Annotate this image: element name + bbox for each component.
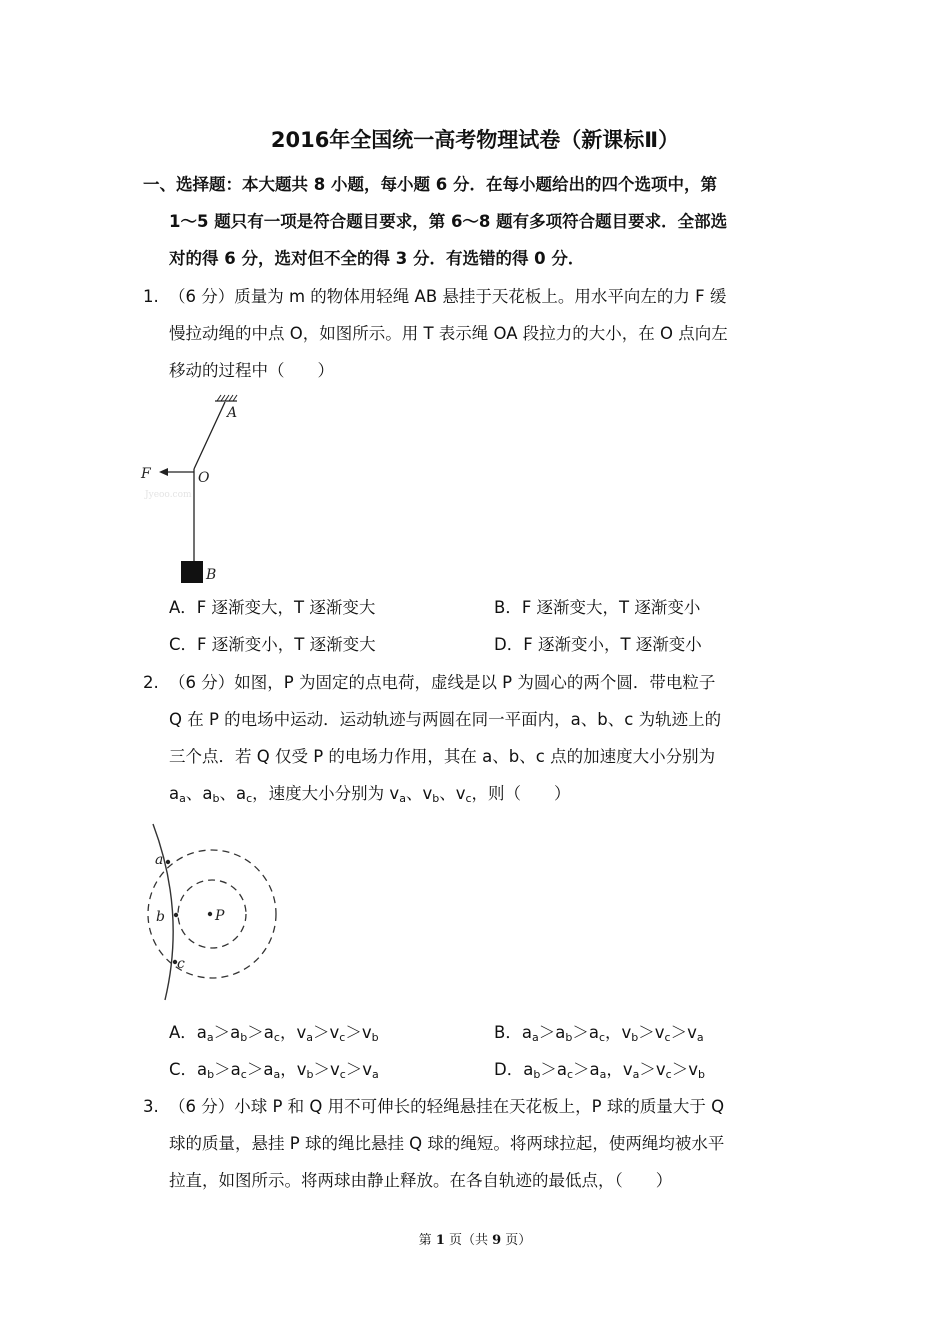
- section-heading-line2: 1～5 题只有一项是符合题目要求，第 6～8 题有多项符合题目要求．全部选: [169, 212, 728, 231]
- question-2-option-a: A．$a_a>a_b>a_c$，$v_a>v_c>v_b$: [169, 1023, 379, 1044]
- mass-block: [181, 561, 203, 583]
- question-2-text-line2: Q 在 P 的电场中运动．运动轨迹与两圆在同一平面内，a、b、c 为轨迹上的: [169, 710, 722, 729]
- question-1-option-b: B．F 逐渐变大，T 逐渐变小: [494, 598, 701, 617]
- question-1-option-a: A．F 逐渐变大，T 逐渐变大: [169, 598, 376, 617]
- section-heading-line1: 一、选择题：本大题共 8 小题，每小题 6 分．在每小题给出的四个选项中，第: [143, 175, 717, 194]
- question-2-option-b: B．$a_a>a_b>a_c$，$v_b>v_c>v_a$: [494, 1023, 704, 1044]
- figure-1-label-b: B: [206, 567, 217, 583]
- question-1-text-line2: 慢拉动绳的中点 O，如图所示。用 T 表示绳 OA 段拉力的大小，在 O 点向左: [169, 324, 728, 343]
- question-2-text-line3: 三个点．若 Q 仅受 P 的电场力作用，其在 a、b、c 点的加速度大小分别为: [169, 747, 716, 766]
- figure-2-label-p: P: [215, 908, 225, 924]
- question-3-text-line3: 拉直，如图所示。将两球由静止释放。在各自轨迹的最低点，（ ）: [169, 1171, 673, 1190]
- question-2-text-line1: （6 分）如图，P 为固定的点电荷，虚线是以 P 为圆心的两个圆．带电粒子: [169, 673, 716, 692]
- figure-1-watermark: Jyeoo.com: [145, 490, 192, 500]
- section-heading-line3: 对的得 6 分，选对但不全的得 3 分．有选错的得 0 分．: [169, 249, 585, 268]
- question-3-text-line2: 球的质量，悬挂 P 球的绳比悬挂 Q 球的绳短。将两球拉起，使两绳均被水平: [169, 1134, 725, 1153]
- question-2-option-d: D．$a_b>a_c>a_a$，$v_a>v_c>v_b$: [494, 1060, 705, 1081]
- question-1-text-line3: 移动的过程中（ ）: [169, 361, 334, 380]
- question-2-number: 2.: [143, 673, 159, 692]
- question-2-text-line4: $a_a$、$a_b$、$a_c$，速度大小分别为 $v_a$、$v_b$、$v_c$，则（ ）: [169, 784, 571, 805]
- question-1-option-d: D．F 逐渐变小，T 逐渐变小: [494, 635, 702, 654]
- question-1-figure: [135, 393, 255, 588]
- page-footer: 第 1 页（共 9 页）: [418, 1233, 532, 1248]
- figure-1-label-o: O: [198, 470, 210, 486]
- figure-2-label-a: a: [155, 852, 164, 868]
- figure-2-label-c: c: [177, 956, 185, 972]
- figure-1-label-a: A: [227, 405, 238, 421]
- question-2-figure: [140, 822, 290, 1007]
- question-1-text-line1: （6 分）质量为 m 的物体用轻绳 AB 悬挂于天花板上。用水平向左的力 F 缓: [169, 287, 727, 306]
- question-3-text-line1: （6 分）小球 P 和 Q 用不可伸长的轻绳悬挂在天花板上，P 球的质量大于 Q: [169, 1097, 725, 1116]
- question-1-number: 1.: [143, 287, 159, 306]
- page-title: 2016年全国统一高考物理试卷（新课标Ⅱ）: [270, 128, 680, 152]
- question-2-option-c: C．$a_b>a_c>a_a$，$v_b>v_c>v_a$: [169, 1060, 379, 1081]
- figure-2-label-b: b: [156, 909, 165, 925]
- figure-1-label-f: F: [141, 466, 151, 482]
- question-3-number: 3.: [143, 1097, 159, 1116]
- question-1-option-c: C．F 逐渐变小，T 逐渐变大: [169, 635, 376, 654]
